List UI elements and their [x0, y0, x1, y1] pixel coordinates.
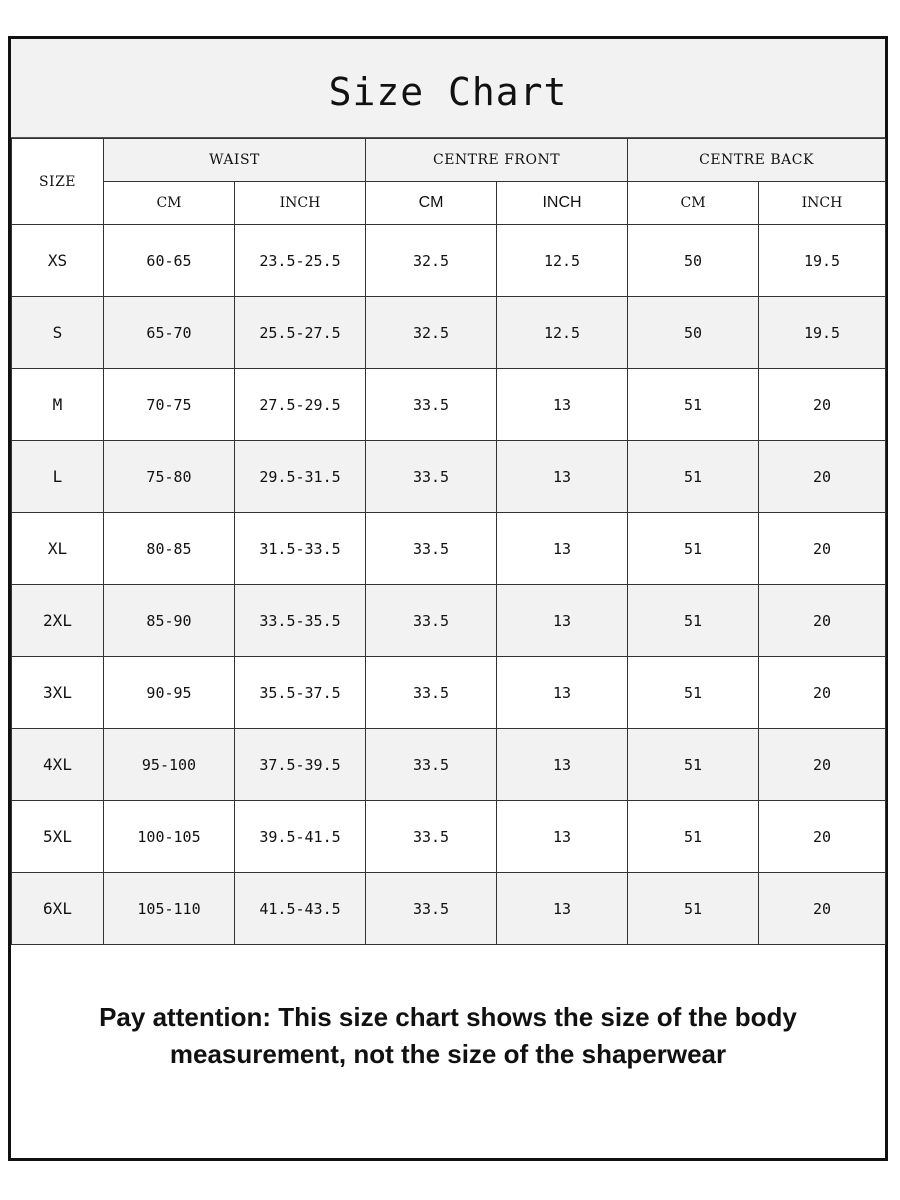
back-cm-cell: 51	[628, 801, 759, 873]
attention-note	[11, 999, 885, 1073]
front-inch-cell: 13	[497, 441, 628, 513]
group-header-row	[12, 139, 886, 182]
back-inch-cell: 20	[759, 513, 886, 585]
size-chart-frame	[8, 36, 888, 1161]
waist-inch-cell: 29.5-31.5	[235, 441, 366, 513]
back-cm-cell: 51	[628, 441, 759, 513]
back-inch-cell: 20	[759, 801, 886, 873]
front-inch-cell: 13	[497, 585, 628, 657]
back-cm-cell: 50	[628, 297, 759, 369]
title-band	[11, 39, 885, 138]
front-inch-cell: 12.5	[497, 225, 628, 297]
table-row	[12, 225, 886, 297]
waist-cm-cell: 85-90	[104, 585, 235, 657]
size-cell: XL	[12, 513, 104, 585]
size-column-header: SIZE	[12, 139, 104, 225]
front-cm-cell: 32.5	[366, 297, 497, 369]
unit-header-row	[12, 182, 886, 225]
back-cm-header: CM	[628, 182, 759, 225]
back-inch-header: INCH	[759, 182, 886, 225]
table-row	[12, 873, 886, 945]
waist-cm-header: CM	[104, 182, 235, 225]
table-row	[12, 657, 886, 729]
size-cell: 6XL	[12, 873, 104, 945]
waist-cm-cell: 90-95	[104, 657, 235, 729]
waist-inch-cell: 39.5-41.5	[235, 801, 366, 873]
waist-inch-cell: 35.5-37.5	[235, 657, 366, 729]
back-cm-cell: 51	[628, 729, 759, 801]
back-inch-cell: 19.5	[759, 225, 886, 297]
back-cm-cell: 51	[628, 873, 759, 945]
front-cm-cell: 33.5	[366, 729, 497, 801]
size-rows	[12, 225, 886, 945]
front-cm-cell: 33.5	[366, 801, 497, 873]
front-cm-cell: 33.5	[366, 369, 497, 441]
front-inch-cell: 13	[497, 513, 628, 585]
size-cell: 5XL	[12, 801, 104, 873]
chart-title: Size Chart	[328, 70, 568, 114]
waist-inch-cell: 41.5-43.5	[235, 873, 366, 945]
note-line-1: Pay attention: This size chart shows the size of the body	[99, 1002, 797, 1032]
back-inch-cell: 20	[759, 441, 886, 513]
table-row	[12, 801, 886, 873]
table-row	[12, 585, 886, 657]
waist-cm-cell: 80-85	[104, 513, 235, 585]
front-cm-cell: 33.5	[366, 657, 497, 729]
waist-inch-cell: 37.5-39.5	[235, 729, 366, 801]
front-inch-header: INCH	[497, 182, 628, 225]
waist-inch-cell: 27.5-29.5	[235, 369, 366, 441]
front-cm-cell: 32.5	[366, 225, 497, 297]
back-inch-cell: 20	[759, 585, 886, 657]
size-cell: M	[12, 369, 104, 441]
table-row	[12, 441, 886, 513]
waist-cm-cell: 95-100	[104, 729, 235, 801]
front-cm-cell: 33.5	[366, 513, 497, 585]
back-inch-cell: 20	[759, 873, 886, 945]
table-row	[12, 729, 886, 801]
back-inch-cell: 19.5	[759, 297, 886, 369]
back-inch-cell: 20	[759, 369, 886, 441]
waist-cm-cell: 75-80	[104, 441, 235, 513]
front-inch-cell: 13	[497, 369, 628, 441]
waist-cm-cell: 60-65	[104, 225, 235, 297]
size-table	[11, 138, 886, 945]
front-inch-cell: 13	[497, 657, 628, 729]
back-cm-cell: 50	[628, 225, 759, 297]
front-inch-cell: 13	[497, 729, 628, 801]
waist-cm-cell: 100-105	[104, 801, 235, 873]
waist-inch-cell: 23.5-25.5	[235, 225, 366, 297]
front-cm-cell: 33.5	[366, 873, 497, 945]
back-cm-cell: 51	[628, 369, 759, 441]
waist-group-header: WAIST	[104, 139, 366, 182]
waist-cm-cell: 105-110	[104, 873, 235, 945]
table-row	[12, 297, 886, 369]
centre-front-group-header: CENTRE FRONT	[366, 139, 628, 182]
waist-inch-header: INCH	[235, 182, 366, 225]
size-cell: S	[12, 297, 104, 369]
size-cell: 4XL	[12, 729, 104, 801]
waist-cm-cell: 70-75	[104, 369, 235, 441]
back-inch-cell: 20	[759, 729, 886, 801]
size-cell: XS	[12, 225, 104, 297]
table-row	[12, 369, 886, 441]
waist-cm-cell: 65-70	[104, 297, 235, 369]
waist-inch-cell: 33.5-35.5	[235, 585, 366, 657]
front-inch-cell: 13	[497, 801, 628, 873]
back-cm-cell: 51	[628, 657, 759, 729]
back-cm-cell: 51	[628, 513, 759, 585]
size-cell: 2XL	[12, 585, 104, 657]
size-cell: L	[12, 441, 104, 513]
centre-back-group-header: CENTRE BACK	[628, 139, 886, 182]
size-cell: 3XL	[12, 657, 104, 729]
waist-inch-cell: 25.5-27.5	[235, 297, 366, 369]
front-cm-cell: 33.5	[366, 585, 497, 657]
note-line-2: measurement, not the size of the shaperwear	[169, 1039, 727, 1069]
back-cm-cell: 51	[628, 585, 759, 657]
back-inch-cell: 20	[759, 657, 886, 729]
waist-inch-cell: 31.5-33.5	[235, 513, 366, 585]
front-cm-header: CM	[366, 182, 497, 225]
front-inch-cell: 13	[497, 873, 628, 945]
table-row	[12, 513, 886, 585]
front-cm-cell: 33.5	[366, 441, 497, 513]
front-inch-cell: 12.5	[497, 297, 628, 369]
